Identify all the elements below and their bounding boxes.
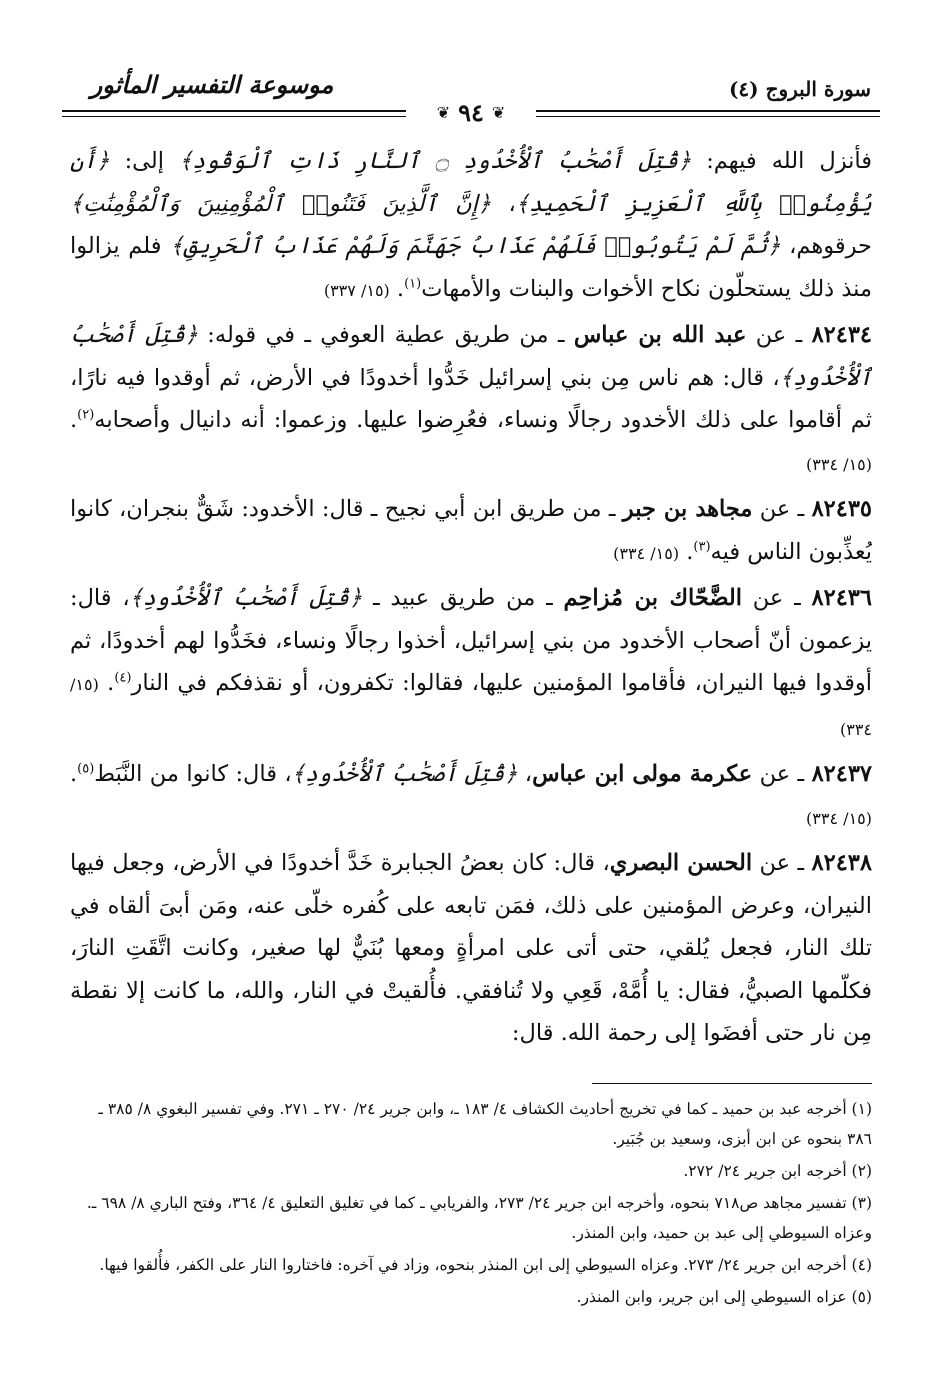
- quran-verse: ﴿قُتِلَ أَصْحَٰبُ ٱلْأُخْدُودِ﴾: [129, 585, 363, 611]
- footnote-separator: [592, 1083, 872, 1084]
- footnotes: [70, 1094, 872, 1350]
- text-run: .: [70, 407, 78, 433]
- quran-verse: ﴿قُتِلَ أَصْحَٰبُ ٱلْأُخْدُودِ ۝ ٱلنَّارِ ذَاتِ ٱلْوَقُودِ﴾: [179, 148, 692, 174]
- text-run: فلم يزالوا منذ ذلك يستحلّون نكاح الأخوات والبنات والأمهات: [70, 233, 872, 302]
- main-text: [70, 140, 872, 1070]
- narration-number: ٨٢٤٣٤: [811, 322, 872, 348]
- quran-verse: ﴿ثُمَّ لَمْ يَتُوبُوا۟ فَلَهُمْ عَذَابُ جَهَنَّمَ وَلَهُمْ عَذَابُ ٱلْحَرِيقِ﴾: [170, 233, 781, 259]
- quran-verse: ﴿قُتِلَ أَصْحَٰبُ ٱلْأُخْدُودِ﴾: [70, 322, 872, 391]
- text-run: .: [389, 275, 405, 302]
- footnote-marker: (٤): [114, 670, 132, 686]
- narration-8435: [70, 488, 872, 575]
- text-run: ، قال: كانوا من النَّبَط: [94, 761, 292, 787]
- footnote-1: (١) أخرجه عبد بن حميد ـ كما في تخريج أحاديث الكشاف ٤/ ١٨٣ ـ، وابن جرير ٢٤/ ٢٧٠ ـ ٢٧١. وفي تفسير البغوي ٨/ ٣٨٥ ـ ٣٨٦ بنحوه عن ابن أبزى، وسعيد بن جُبَير.: [98, 1100, 872, 1148]
- text-run: إلى:: [109, 148, 180, 174]
- volume-page-reference: (١٥/ ٣٣٤): [70, 675, 872, 739]
- text-run: .: [70, 761, 78, 787]
- text-run: ـ من طريق عبيد ـ: [362, 585, 564, 611]
- text-run: ـ عن: [752, 850, 812, 876]
- narrator-name: عبد الله بن عباس: [573, 322, 747, 348]
- footnote-5: (٥) عزاه السيوطي إلى ابن جرير، وابن المنذر.: [576, 1288, 872, 1306]
- narration-8436: [70, 577, 872, 751]
- quran-verse: ﴿أَن يُؤْمِنُوا۟ بِٱللَّهِ ٱلْعَزِيزِ ٱلْحَمِيدِ﴾: [70, 148, 872, 217]
- footnote-marker: (٢): [77, 407, 95, 423]
- text-run: .: [679, 538, 694, 565]
- text-run: ،: [491, 190, 516, 217]
- text-run: ،: [517, 761, 533, 787]
- text-run: ، قال: يزعمون أنّ أصحاب الأخدود من بني إسرائيل، أخذوا رجالًا ونساء، فخَدُّوا لهم أخدودًا، ثم أوقدوا فيها النيران، فأقاموا المؤمنين عليها، فقالوا: تكفرون، أو نقذفكم في النار: [70, 585, 872, 696]
- narration-number: ٨٢٤٣٦: [811, 585, 872, 611]
- footnote-marker: (٣): [693, 539, 711, 554]
- narration-8438: [70, 842, 872, 1055]
- narrator-name: مجاهد بن جبر: [622, 496, 753, 522]
- quran-verse: ﴿إِنَّ ٱلَّذِينَ فَتَنُوا۟ ٱلْمُؤْمِنِينَ وَٱلْمُؤْمِنَٰتِ﴾: [70, 190, 492, 217]
- footnote-marker: (١): [404, 276, 422, 291]
- footnote-3: (٣) تفسير مجاهد ص٧١٨ بنحوه، وأخرجه ابن جرير ٢٤/ ٢٧٣، والفريابي ـ كما في تغليق التعليق ٤/ ٣٦٤، وفتح الباري ٨/ ٦٩٨ ـ. وعزاه السيوطي إلى عبد بن حميد، وابن المنذر.: [86, 1194, 872, 1242]
- text-run: ـ عن: [752, 761, 812, 787]
- narration-8437: [70, 753, 872, 840]
- footnote-marker: (٥): [77, 761, 95, 777]
- narrator-name: الحسن البصري: [609, 850, 753, 876]
- ornament-icon: ❦: [436, 102, 451, 122]
- paragraph: [70, 140, 872, 312]
- ornament-icon: ❦: [491, 102, 506, 122]
- text-run: ـ من طريق عطية العوفي ـ في قوله:: [197, 322, 574, 348]
- page-number-box: [406, 96, 536, 128]
- text-run: حرقوهم،: [780, 233, 872, 259]
- text-run: ـ من طريق ابن أبي نجيح ـ قال: الأخدود: شَقٌّ بنجران، كانوا يُعذِّبون الناس فيه: [70, 496, 872, 565]
- volume-page-reference: (١٥/ ٣٣٧): [323, 280, 390, 300]
- text-run: ـ عن: [742, 585, 812, 611]
- text-run: ـ عن: [746, 322, 812, 348]
- footnote-2: (٢) أخرجه ابن جرير ٢٤/ ٢٧٢.: [683, 1162, 872, 1180]
- page-header: [62, 62, 880, 128]
- quran-verse: ﴿قُتِلَ أَصْحَٰبُ ٱلْأُخْدُودِ﴾: [291, 761, 518, 787]
- footnote-4: (٤) أخرجه ابن جرير ٢٤/ ٢٧٣. وعزاه السيوطي إلى ابن المنذر بنحوه، وزاد في آخره: فاختاروا النار على الكفر، فأُلقوا فيها.: [99, 1256, 872, 1274]
- volume-page-reference: (١٥/ ٣٣٤): [613, 543, 680, 563]
- narration-number: ٨٢٤٣٨: [811, 850, 872, 876]
- narration-8434: [70, 314, 872, 486]
- text-run: .: [98, 670, 115, 696]
- text-run: ، قال: كان بعضُ الجبابرة خَدَّ أخدودًا في الأرض، وجعل فيها النيران، وعرض المؤمنين على ذلك، فمَن تابعه على كُفره خلّى عنه، ومَن أبىَ ألقاه في تلك النار، فجعل يُلقي، حتى أتى على امرأةٍ ومعها بُنَيٌّ لها صغير، وكانت اتَّقَتِ النارَ، فكلّمها الصبيُّ، فقال: يا أُمَّهْ، قَعِي ولا تُنافقي. فأُلقيتْ في النار، والله، ما كانت إلا نقطة مِن نار حتى أفضَوا إلى رحمة الله. قال:: [70, 850, 872, 1046]
- text-run: ـ عن: [752, 496, 812, 522]
- volume-page-reference: (١٥/ ٣٣٤): [806, 808, 872, 828]
- text-run: ، قال: هم ناس مِن بني إسرائيل خَدُّوا أخدودًا في الأرض، ثم أوقدوا فيه نارًا، ثم أقاموا على ذلك الأخدود رجالًا ونساء، فعُرِضوا عليها. وزعموا: أنه دانيال وأصحابه: [70, 364, 872, 433]
- text-run: فأنزل الله فيهم:: [691, 148, 872, 174]
- narration-number: ٨٢٤٣٥: [811, 496, 872, 522]
- surah-title: سورة البروج (٤): [728, 77, 872, 101]
- narrator-name: عكرمة مولى ابن عباس: [532, 761, 753, 787]
- narration-number: ٨٢٤٣٧: [811, 761, 872, 787]
- narrator-name: الضَّحّاك بن مُزاحِم: [563, 585, 742, 611]
- page-number: ٩٤: [458, 97, 484, 127]
- volume-page-reference: (١٥/ ٣٣٤): [806, 454, 872, 474]
- book-title: موسوعة التفسير المأثور: [90, 70, 334, 99]
